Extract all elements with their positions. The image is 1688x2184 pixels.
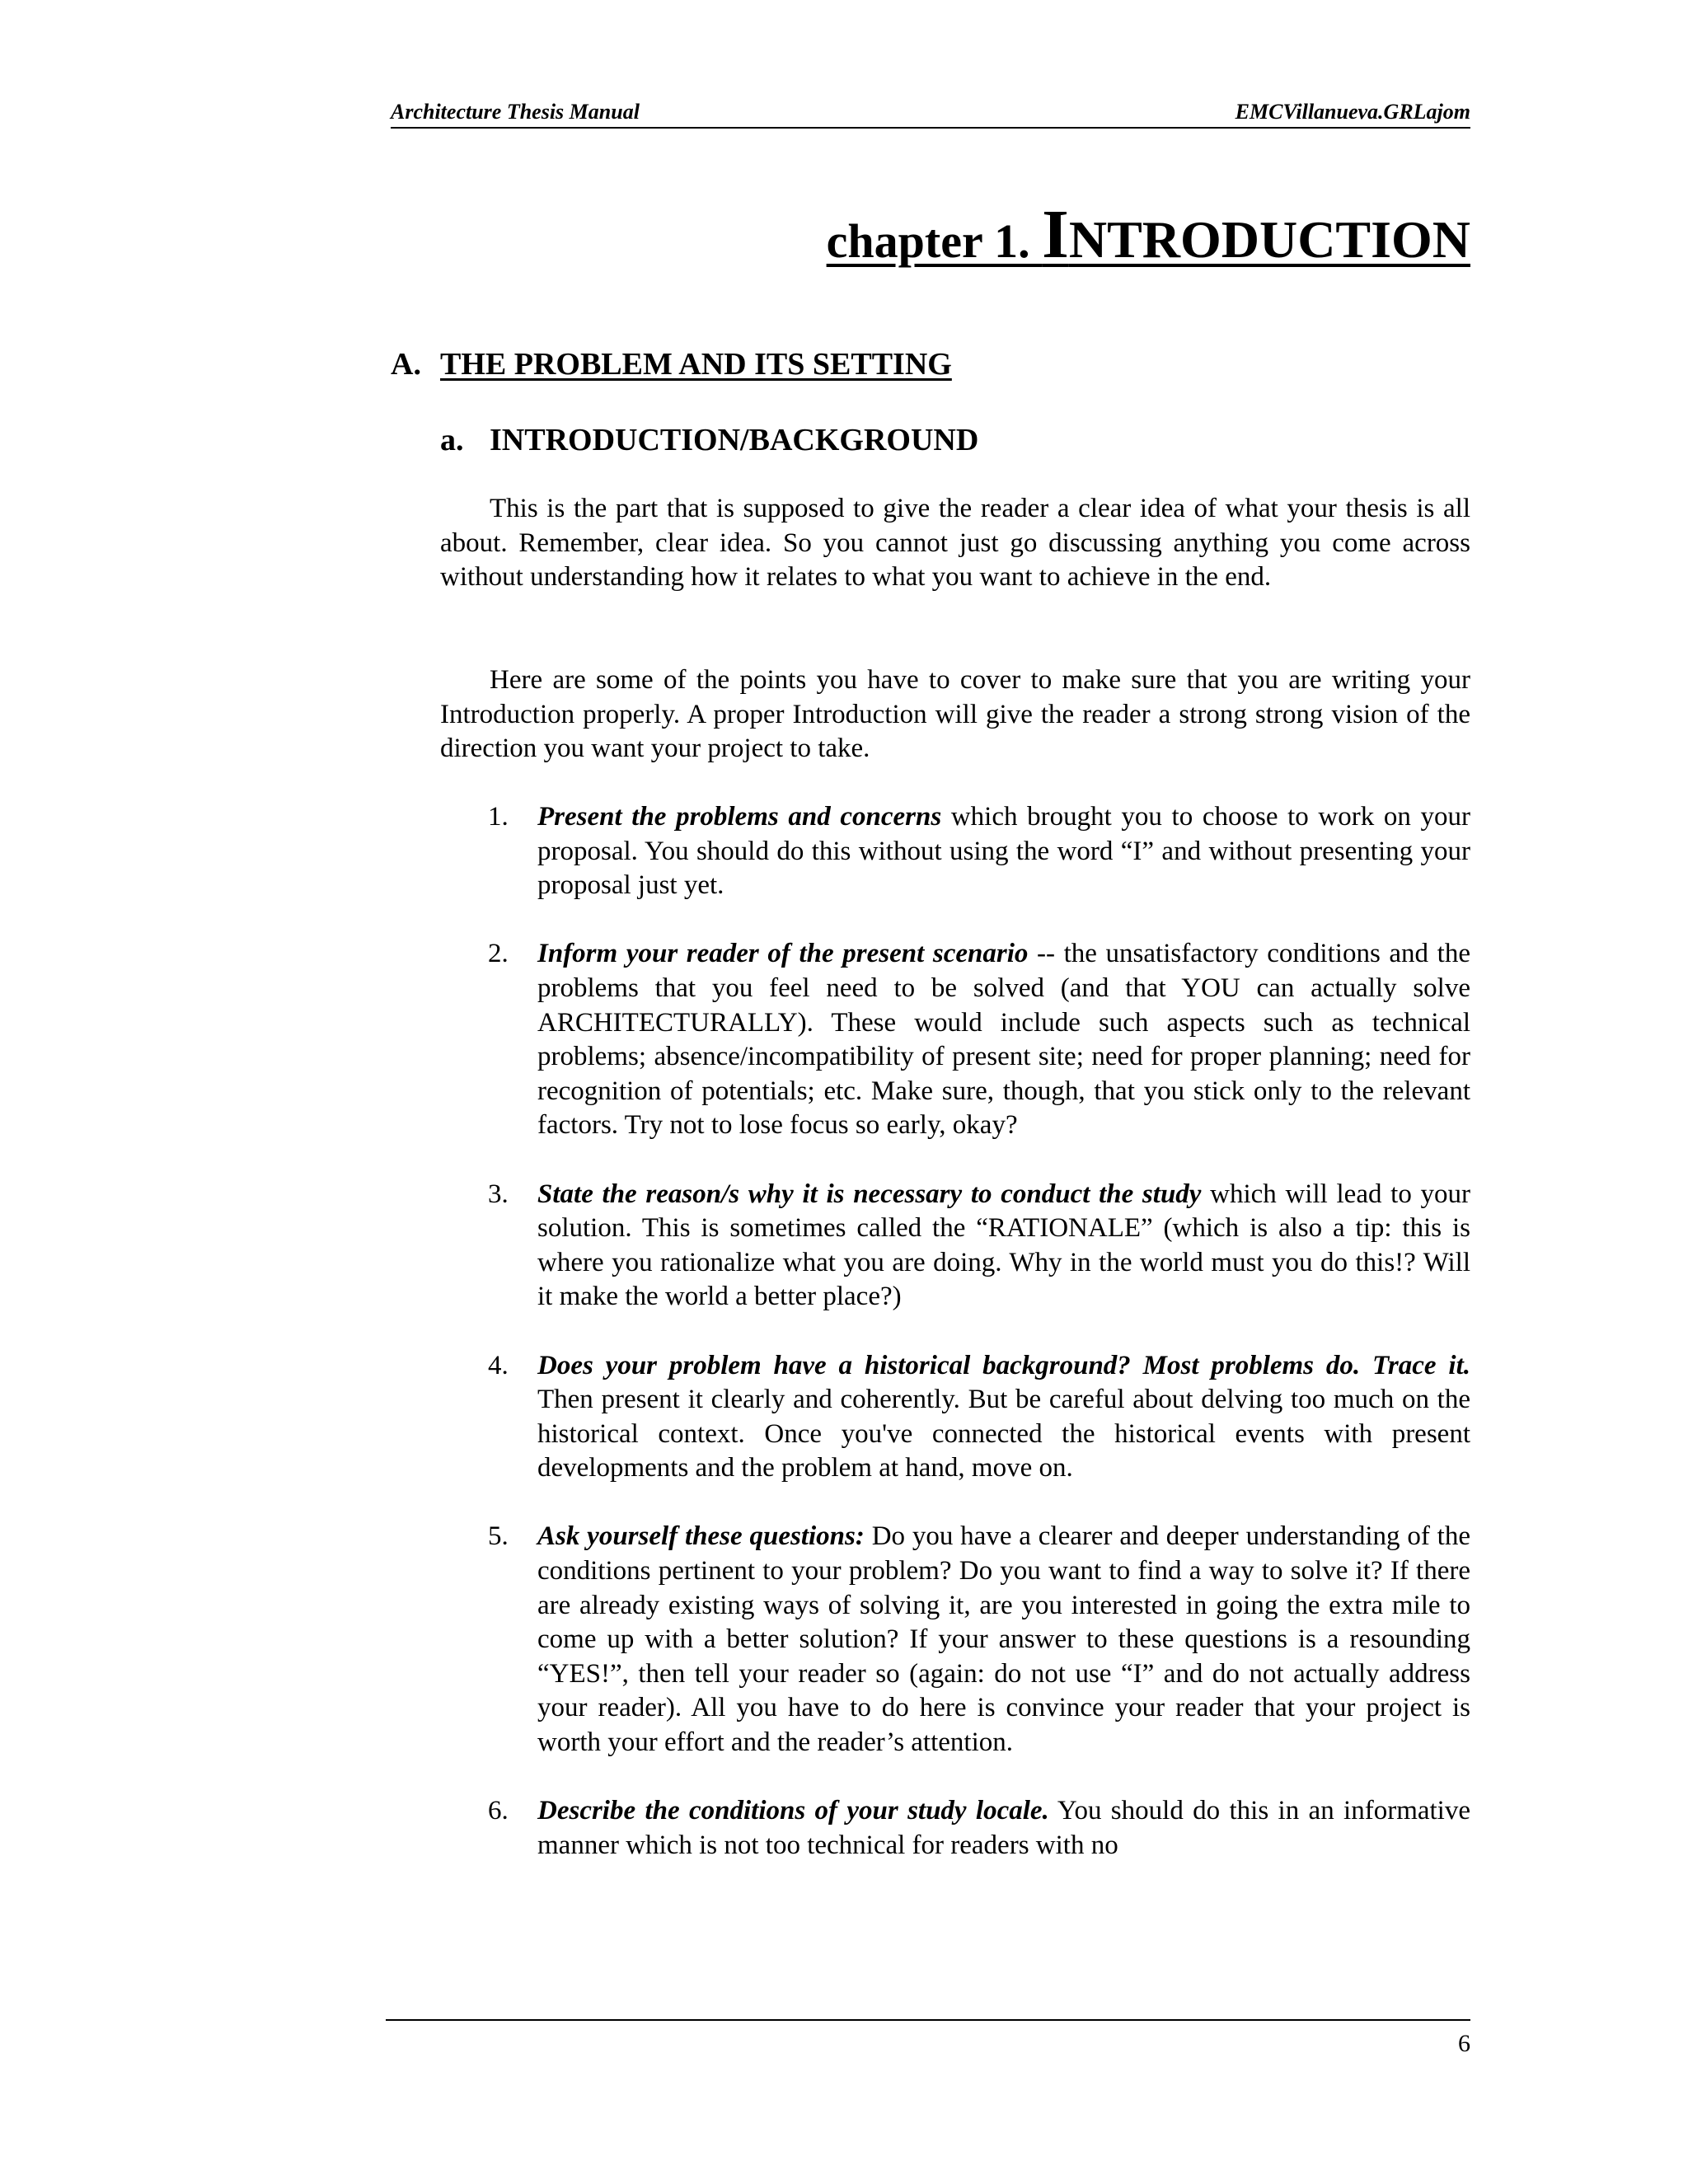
header-authors: EMCVillanueva.GRLajom [1235, 100, 1470, 124]
points-list [440, 800, 1470, 1897]
list-text: Do you have a clearer and deeper understanding of the conditions pertinent to your problem? Do you want to find a way to solve it? If there are already existing ways of solving it, are you interested in going the extra mile to come up with a better solution? If your answer to these questions is a resounding “YES!”, then tell your reader so (again: do not use “I” and do not actually address your reader). All you have to do here is convince your reader that your project is worth your effort and the reader’s attention. [537, 1521, 1470, 1758]
list-number: 6. [488, 1796, 509, 1826]
list-item [440, 1178, 1470, 1315]
section-title: THE PROBLEM AND ITS SETTING [440, 347, 952, 382]
list-lead: Present the problems and concerns [537, 802, 942, 832]
list-lead: Inform your reader of the present scenario [537, 939, 1029, 969]
list-text: You should do this in an informative manner which is not too technical for readers with no [537, 1796, 1470, 1860]
list-text: Then present it clearly and coherently. But be careful about delving too much on the historical context. Once you've connected the historical events with present developments and the problem at hand, move on. [537, 1385, 1470, 1483]
list-text: -- the unsatisfactory conditions and the problems that you feel need to be solved (and that YOU can actually solve ARCHITECTURALLY). These would include such aspects such as technical problems; absence/incompatibility of present site; need for proper planning; need for recognition of potentials; etc. Make sure, though, that you stick only to the relevant factors. Try not to lose focus so early, okay? [537, 939, 1470, 1141]
running-header [391, 97, 1470, 129]
list-number: 5. [488, 1521, 509, 1552]
list-item [440, 1794, 1470, 1863]
chapter-initial: I [1042, 196, 1069, 273]
list-lead: State the reason/s why it is necessary to conduct the study [537, 1179, 1202, 1209]
page-number: 6 [1458, 2030, 1470, 2057]
header-manual-title: Architecture Thesis Manual [391, 100, 640, 124]
list-number: 1. [488, 802, 509, 832]
list-number: 2. [488, 939, 509, 969]
list-text: which will lead to your solution. This is sometimes called the “RATIONALE” (which is also a tip: this is where you rationalize what you are doing. Why in the world must you do this!? Will it make the world a better place?) [537, 1179, 1471, 1312]
subsection-heading [440, 420, 978, 460]
list-item [440, 937, 1470, 1143]
list-item [440, 1520, 1470, 1760]
list-lead: Describe the conditions of your study locale. [537, 1796, 1049, 1826]
list-number: 3. [488, 1179, 509, 1209]
section-label: A. [391, 347, 421, 382]
section-heading [391, 344, 952, 384]
paragraph: Here are some of the points you have to cover to make sure that you are writing your Introduction properly. A proper Introduction will give the reader a strong strong vision of the direction you want your project to take. [440, 665, 1470, 764]
chapter-title [827, 198, 1470, 279]
chapter-prefix: chapter 1. [826, 214, 1043, 268]
footer-rule [386, 2019, 1470, 2021]
list-lead: Does your problem have a historical background? Most problems do. Trace it. [537, 1350, 1470, 1380]
chapter-rest: NTRODUCTION [1068, 210, 1470, 269]
list-text: which brought you to choose to work on your proposal. You should do this without using the word “I” and without presenting your proposal just yet. [537, 802, 1470, 901]
list-item [440, 1349, 1470, 1486]
paragraph: This is the part that is supposed to give the reader a clear idea of what your thesis is all about. Remember, clear idea. So you cannot just go discussing anything you come across without understanding how it relates to what you want to achieve in the end. [440, 494, 1470, 593]
list-number: 4. [488, 1350, 509, 1380]
subsection-label: a. [440, 423, 464, 457]
list-item [440, 800, 1470, 903]
list-lead: Ask yourself these questions: [537, 1521, 865, 1552]
subsection-title: INTRODUCTION/BACKGROUND [490, 423, 979, 457]
